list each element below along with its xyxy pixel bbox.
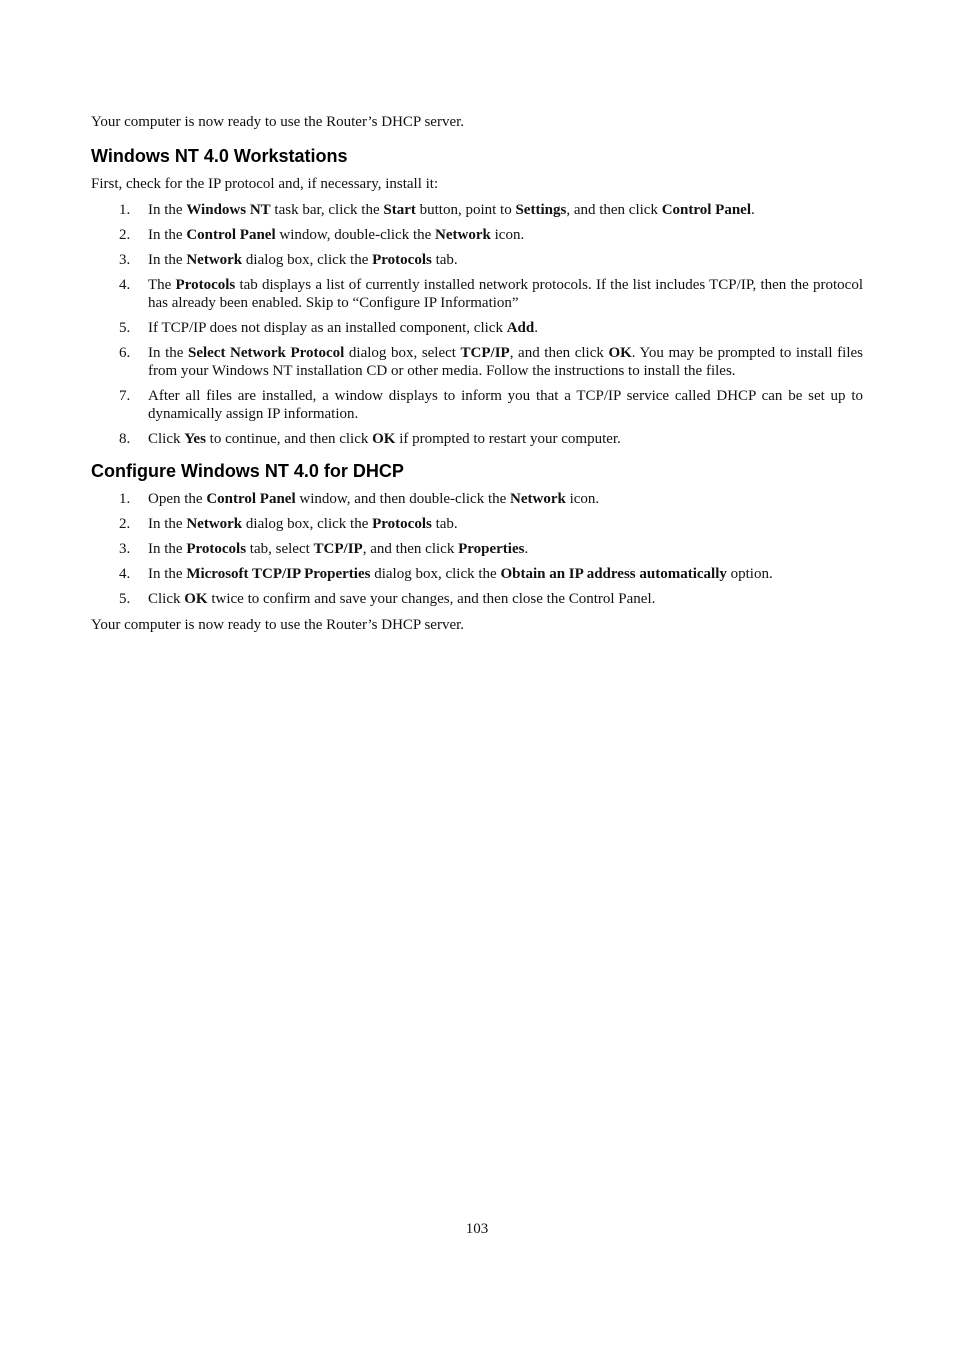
list-item-text: After all files are installed, a window displays to inform you that a TCP/IP service called DHCP can be set up to dynamically assign IP information. <box>148 388 863 422</box>
section-heading-nt-workstations: Windows NT 4.0 Workstations <box>91 146 348 166</box>
list-item-text: In the Control Panel window, double-click the Network icon. <box>148 227 525 243</box>
list-item <box>91 276 863 312</box>
section-heading-configure-dhcp: Configure Windows NT 4.0 for DHCP <box>91 461 404 481</box>
list-item <box>91 201 863 219</box>
list-item-text: Click OK twice to confirm and save your changes, and then close the Control Panel. <box>148 591 656 607</box>
list-item-text: In the Protocols tab, select TCP/IP, and then click Properties. <box>148 541 529 557</box>
list-item <box>91 430 863 448</box>
list-item-text: Open the Control Panel window, and then double-click the Network icon. <box>148 491 600 507</box>
list-item-text: In the Network dialog box, click the Protocols tab. <box>148 516 458 532</box>
list-item-text: In the Windows NT task bar, click the Start button, point to Settings, and then click Control Panel. <box>148 202 755 218</box>
list-item <box>91 344 863 380</box>
list-item <box>91 490 863 508</box>
list-item-number: 3. <box>119 252 131 268</box>
ready-paragraph: Your computer is now ready to use the Router’s DHCP server. <box>91 114 465 130</box>
list-item-text: If TCP/IP does not display as an installed component, click Add. <box>148 320 538 336</box>
list-item-text: Click Yes to continue, and then click OK if prompted to restart your computer. <box>148 431 621 447</box>
ready-paragraph-closing: Your computer is now ready to use the Router’s DHCP server. <box>91 617 465 633</box>
list-item <box>91 590 863 608</box>
list-item <box>91 387 863 423</box>
list-item-text: In the Microsoft TCP/IP Properties dialog box, click the Obtain an IP address automatically option. <box>148 566 773 582</box>
list-item-number: 2. <box>119 227 131 243</box>
document-page <box>91 113 863 634</box>
install-steps-list <box>91 201 863 448</box>
list-item-number: 3. <box>119 541 131 557</box>
configure-steps-list <box>91 490 863 608</box>
list-item-text: In the Select Network Protocol dialog box, select TCP/IP, and then click OK. You may be prompted to install files from your Windows NT installation CD or other media. Follow the instructions to install the files. <box>148 345 864 379</box>
list-item <box>91 319 863 337</box>
list-item <box>91 251 863 269</box>
list-item-number: 8. <box>119 431 131 447</box>
list-item-text: The Protocols tab displays a list of currently installed network protocols. If the list includes TCP/IP, then the protocol has already been enabled. Skip to “Configure IP Information” <box>148 277 863 311</box>
list-item-number: 5. <box>119 591 131 607</box>
list-item-number: 6. <box>119 345 131 361</box>
list-item <box>91 565 863 583</box>
list-item <box>91 540 863 558</box>
page-number: 103 <box>465 1221 489 1237</box>
list-item <box>91 515 863 533</box>
check-protocol-paragraph: First, check for the IP protocol and, if necessary, install it: <box>91 176 439 192</box>
list-item-number: 1. <box>119 491 131 507</box>
list-item <box>91 226 863 244</box>
list-item-text: In the Network dialog box, click the Protocols tab. <box>148 252 458 268</box>
list-item-number: 5. <box>119 320 131 336</box>
list-item-number: 2. <box>119 516 131 532</box>
list-item-number: 1. <box>119 202 131 218</box>
list-item-number: 7. <box>119 388 131 404</box>
list-item-number: 4. <box>119 277 131 293</box>
list-item-number: 4. <box>119 566 131 582</box>
